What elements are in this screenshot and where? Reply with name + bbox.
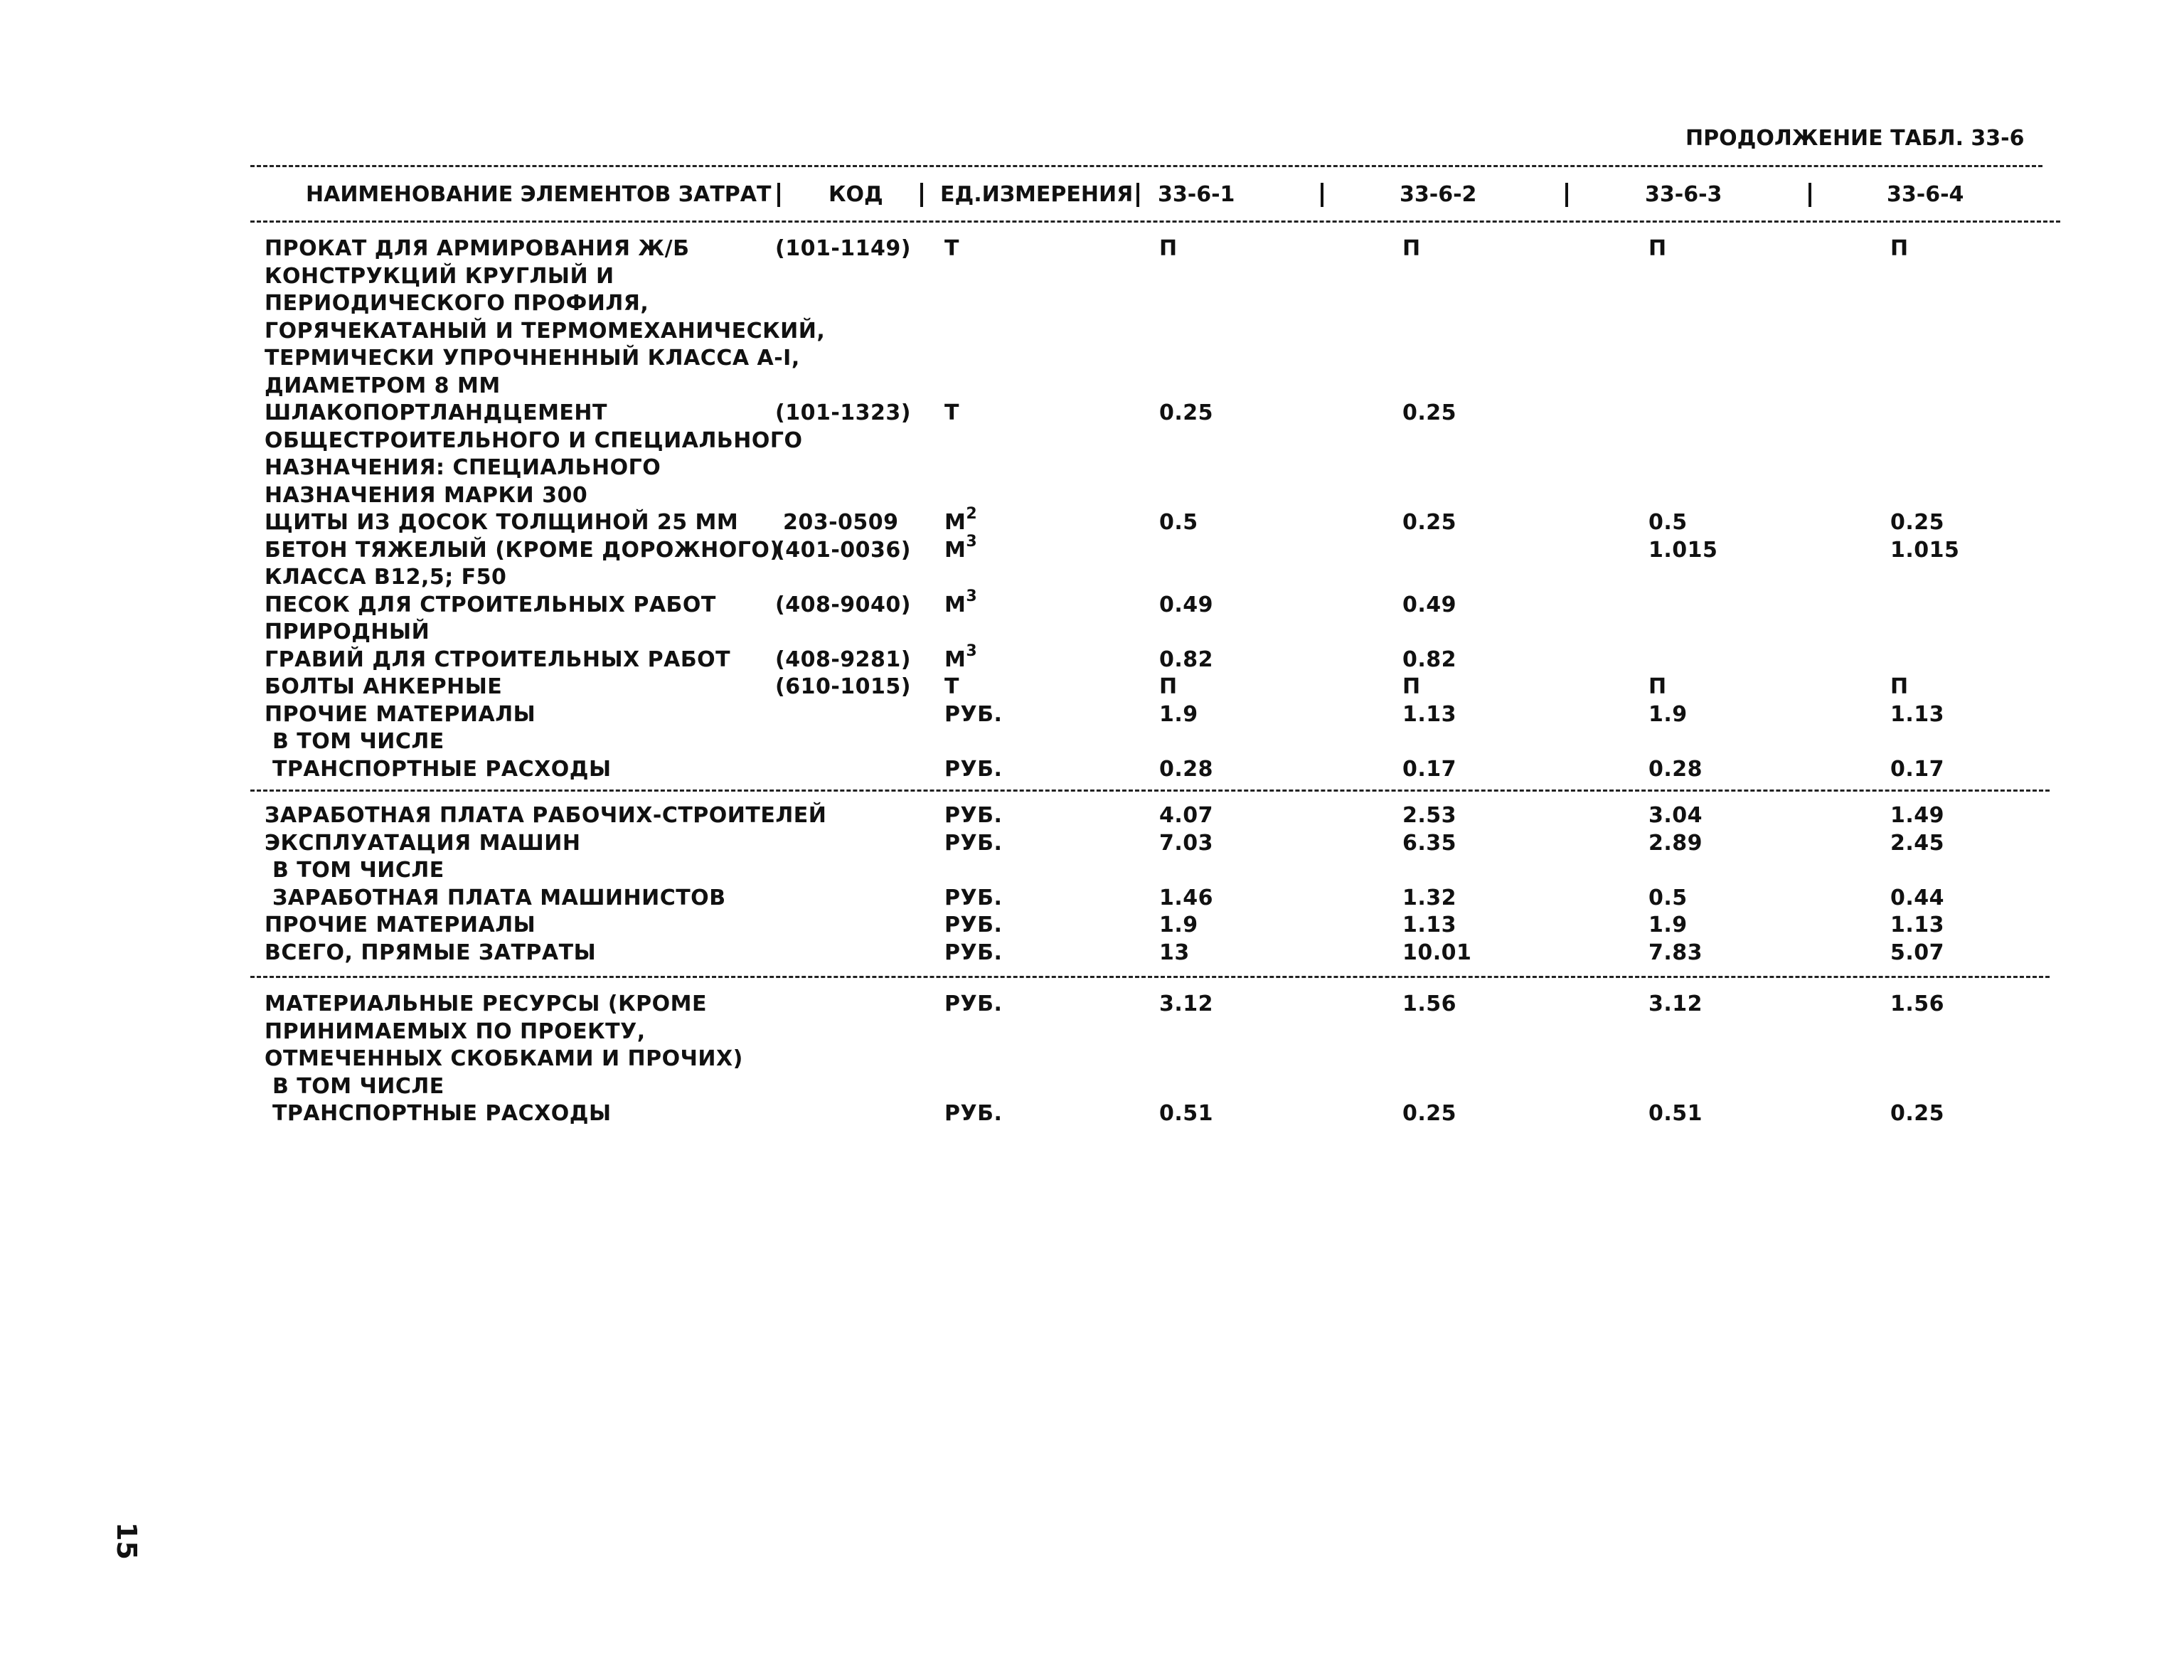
cell-unit: Т: [944, 236, 959, 261]
header-code: КОД: [829, 182, 883, 207]
cell-c2: 0.25: [1402, 1101, 1457, 1126]
cell-name: В ТОМ ЧИСЛЕ: [265, 1073, 444, 1099]
cell-name: ДИАМЕТРОМ 8 ММ: [265, 373, 501, 398]
cell-name: ЗАРАБОТНАЯ ПЛАТА МАШИНИСТОВ: [265, 885, 726, 910]
cell-c2: 1.13: [1402, 701, 1457, 727]
cell-unit: $М^3$: [944, 642, 978, 672]
cell-c2: 0.49: [1402, 592, 1457, 617]
cell-c4: 5.07: [1890, 940, 1945, 965]
cell-unit: РУБ.: [944, 885, 1003, 910]
cell-c3: 7.83: [1648, 940, 1703, 965]
cell-c2: 1.32: [1402, 885, 1457, 910]
cell-name: КЛАССА В12,5; F50: [265, 565, 507, 590]
cell-c1: 0.5: [1159, 510, 1198, 535]
cell-unit: Т: [944, 400, 959, 425]
top-rule: [250, 165, 2042, 167]
cell-c1: 0.49: [1159, 592, 1214, 617]
header-divider: [777, 183, 780, 207]
header-divider: [1809, 183, 1811, 207]
cell-name: ПЕСОК ДЛЯ СТРОИТЕЛЬНЫХ РАБОТ: [265, 592, 716, 617]
cell-name: В ТОМ ЧИСЛЕ: [265, 858, 444, 883]
cell-name: ВСЕГО, ПРЯМЫЕ ЗАТРАТЫ: [265, 940, 597, 965]
header-col-4: 33-6-4: [1887, 182, 1964, 207]
cell-name: ТРАНСПОРТНЫЕ РАСХОДЫ: [265, 1101, 612, 1126]
cell-code: (408-9281): [775, 647, 911, 672]
cell-name: В ТОМ ЧИСЛЕ: [265, 729, 444, 754]
header-divider: [920, 183, 923, 207]
cell-name: ОБЩЕСТРОИТЕЛЬНОГО И СПЕЦИАЛЬНОГО: [265, 427, 803, 453]
cell-name: КОНСТРУКЦИЙ КРУГЛЫЙ И: [265, 263, 614, 289]
cell-name: ЭКСПЛУАТАЦИЯ МАШИН: [265, 830, 581, 856]
cell-name: ПРИРОДНЫЙ: [265, 620, 430, 644]
cell-c3: 3.12: [1648, 991, 1703, 1016]
cell-name: ПРИНИМАЕМЫХ ПО ПРОЕКТУ,: [265, 1019, 646, 1044]
page-number: 15: [111, 1522, 142, 1560]
cell-c2: 2.53: [1402, 803, 1457, 828]
cell-unit: РУБ.: [944, 1101, 1003, 1126]
cell-c1: 0.51: [1159, 1101, 1214, 1126]
cell-c4: 1.56: [1890, 991, 1945, 1016]
header-rule: [250, 220, 2060, 223]
cell-c1: 1.46: [1159, 885, 1214, 910]
cell-name: НАЗНАЧЕНИЯ: СПЕЦИАЛЬНОГО: [265, 455, 661, 480]
cell-name: ГРАВИЙ ДЛЯ СТРОИТЕЛЬНЫХ РАБОТ: [265, 647, 731, 672]
cell-c4: 0.17: [1890, 756, 1945, 782]
cell-name: ПРОКАТ ДЛЯ АРМИРОВАНИЯ Ж/Б: [265, 236, 690, 261]
cell-name: БЕТОН ТЯЖЕЛЫЙ (КРОМЕ ДОРОЖНОГО): [265, 537, 780, 563]
cell-c2: 1.13: [1402, 913, 1457, 937]
cell-name: ОТМЕЧЕННЫХ СКОБКАМИ И ПРОЧИХ): [265, 1046, 743, 1071]
cell-c2: 6.35: [1402, 830, 1457, 856]
cell-name: ПЕРИОДИЧЕСКОГО ПРОФИЛЯ,: [265, 291, 649, 316]
cell-name: ПРОЧИЕ МАТЕРИАЛЫ: [265, 701, 536, 727]
cell-c2: 0.82: [1402, 647, 1457, 672]
cell-c2: 0.25: [1402, 400, 1457, 425]
cell-code: (401-0036): [775, 537, 911, 563]
unit-exponent: 3: [966, 587, 978, 605]
cell-unit: $М^2$: [944, 505, 978, 535]
cell-c3: 3.04: [1648, 803, 1703, 828]
cell-c2: 0.17: [1402, 756, 1457, 782]
cell-c1: 1.9: [1159, 701, 1198, 727]
cell-unit: РУБ.: [944, 803, 1003, 828]
cell-c3: 1.9: [1648, 913, 1688, 937]
cell-code: (101-1149): [775, 236, 911, 261]
cell-name: ЗАРАБОТНАЯ ПЛАТА РАБОЧИХ-СТРОИТЕЛЕЙ: [265, 803, 827, 828]
cell-name: ПРОЧИЕ МАТЕРИАЛЫ: [265, 913, 536, 937]
cell-unit: РУБ.: [944, 940, 1003, 965]
header-divider: [1136, 183, 1139, 207]
cell-c3: П: [1648, 674, 1667, 699]
cell-unit: $М^3$: [944, 587, 978, 617]
cell-code: (101-1323): [775, 400, 911, 425]
cell-c4: П: [1890, 236, 1909, 261]
cell-c4: 1.015: [1890, 537, 1960, 563]
cell-unit: РУБ.: [944, 991, 1003, 1016]
cell-c3: 2.89: [1648, 830, 1703, 856]
header-name: НАИМЕНОВАНИЕ ЭЛЕМЕНТОВ ЗАТРАТ: [306, 182, 772, 207]
cell-c4: П: [1890, 674, 1909, 699]
cell-c1: П: [1159, 674, 1178, 699]
header-col-1: 33-6-1: [1158, 182, 1235, 207]
cell-code: (408-9040): [775, 592, 911, 617]
cell-c1: 13: [1159, 940, 1190, 965]
cell-name: ТЕРМИЧЕСКИ УПРОЧНЕННЫЙ КЛАССА А-I,: [265, 346, 800, 371]
header-divider: [1565, 183, 1568, 207]
unit-exponent: 3: [966, 642, 978, 660]
cell-c1: 3.12: [1159, 991, 1214, 1016]
cell-c1: 7.03: [1159, 830, 1214, 856]
cell-c1: П: [1159, 236, 1178, 261]
header-col-3: 33-6-3: [1645, 182, 1722, 207]
cell-c3: 0.51: [1648, 1101, 1703, 1126]
cell-unit: Т: [944, 674, 959, 699]
header-divider: [1321, 183, 1323, 207]
cell-unit: РУБ.: [944, 913, 1003, 937]
cell-code: 203-0509: [775, 510, 899, 535]
cell-c3: 1.9: [1648, 701, 1688, 727]
cell-c4: 1.13: [1890, 701, 1945, 727]
cell-c3: 1.015: [1648, 537, 1718, 563]
cell-name: НАЗНАЧЕНИЯ МАРКИ 300: [265, 482, 588, 508]
cell-c1: 0.28: [1159, 756, 1214, 782]
cell-c3: П: [1648, 236, 1667, 261]
cell-c1: 1.9: [1159, 913, 1198, 937]
header-col-2: 33-6-2: [1400, 182, 1477, 207]
cell-c3: 0.5: [1648, 885, 1688, 910]
section-rule: [250, 976, 2050, 978]
cell-name: ТРАНСПОРТНЫЕ РАСХОДЫ: [265, 756, 612, 782]
cell-c2: П: [1402, 236, 1421, 261]
cell-c4: 0.25: [1890, 1101, 1945, 1126]
cell-c4: 1.49: [1890, 803, 1945, 828]
cell-c2: 1.56: [1402, 991, 1457, 1016]
cell-c4: 1.13: [1890, 913, 1945, 937]
cell-c3: 0.5: [1648, 510, 1688, 535]
cell-unit: РУБ.: [944, 756, 1003, 782]
cell-c4: 0.25: [1890, 510, 1945, 535]
cell-c2: П: [1402, 674, 1421, 699]
cell-name: ГОРЯЧЕКАТАНЫЙ И ТЕРМОМЕХАНИЧЕСКИЙ,: [265, 318, 826, 344]
cell-unit: РУБ.: [944, 701, 1003, 727]
cell-unit: $М^3$: [944, 532, 978, 563]
cell-name: ЩИТЫ ИЗ ДОСОК ТОЛЩИНОЙ 25 ММ: [265, 510, 739, 535]
unit-exponent: 2: [966, 505, 978, 523]
cell-name: ШЛАКОПОРТЛАНДЦЕМЕНТ: [265, 400, 607, 425]
cell-c3: 0.28: [1648, 756, 1703, 782]
cell-name: БОЛТЫ АНКЕРНЫЕ: [265, 674, 503, 699]
cell-c2: 10.01: [1402, 940, 1472, 965]
cell-code: (610-1015): [775, 674, 911, 699]
cell-c1: 0.25: [1159, 400, 1214, 425]
cell-c4: 0.44: [1890, 885, 1945, 910]
cell-c1: 0.82: [1159, 647, 1214, 672]
section-rule: [250, 790, 2050, 792]
cell-name: МАТЕРИАЛЬНЫЕ РЕСУРСЫ (КРОМЕ: [265, 991, 707, 1016]
cell-c1: 4.07: [1159, 803, 1214, 828]
cell-c4: 2.45: [1890, 830, 1945, 856]
unit-exponent: 3: [966, 532, 978, 551]
header-unit: ЕД.ИЗМЕРЕНИЯ: [940, 182, 1134, 207]
cell-unit: РУБ.: [944, 830, 1003, 856]
table-caption: ПРОДОЛЖЕНИЕ ТАБЛ. 33-6: [1685, 126, 2025, 151]
cell-c2: 0.25: [1402, 510, 1457, 535]
